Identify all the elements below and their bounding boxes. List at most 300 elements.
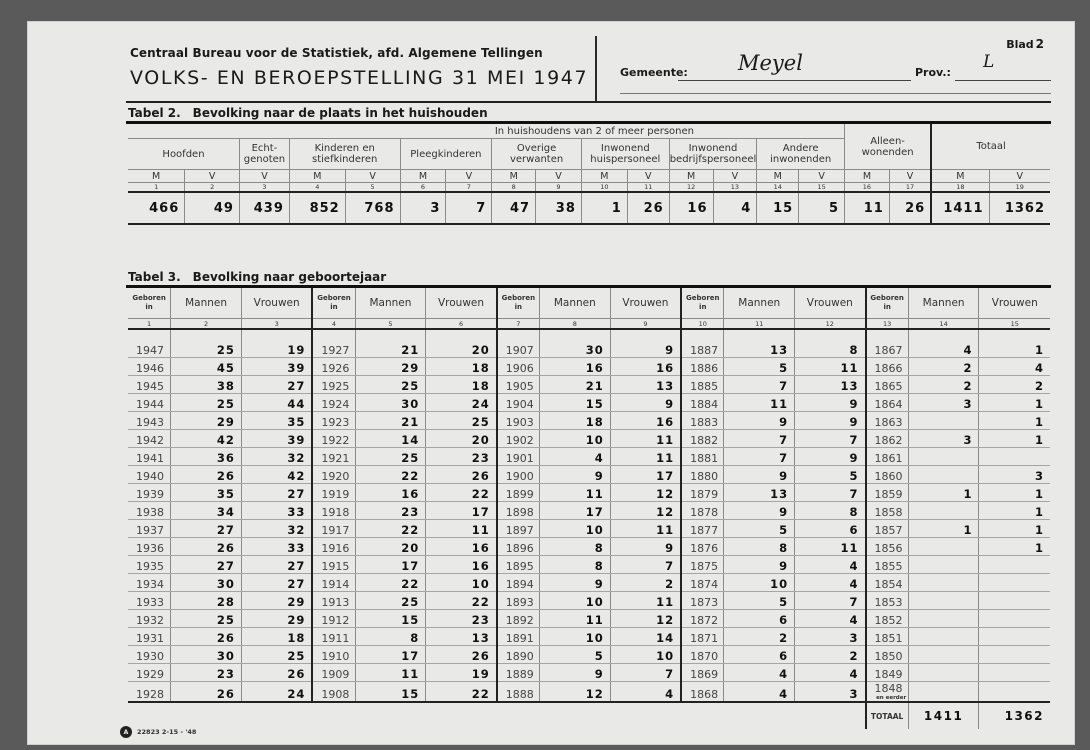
header-underline [620, 93, 1051, 94]
mannen-count: 30 [355, 394, 426, 412]
col-header-geboren-in: Geboren in [312, 288, 355, 319]
sex-label: V [627, 170, 669, 183]
vrouwen-count: 1 [979, 430, 1050, 448]
mannen-count: 17 [355, 646, 426, 664]
spacer-cell [979, 329, 1050, 340]
header-divider [595, 36, 597, 102]
vrouwen-count: 7 [795, 430, 866, 448]
sex-label: V [345, 170, 400, 183]
mannen-count: 2 [908, 376, 979, 394]
total-blank-cell [497, 702, 540, 729]
col-number: 10 [681, 319, 724, 330]
mannen-count: 27 [171, 520, 242, 538]
sex-label: V [239, 170, 289, 183]
birth-year-text: 1931 [136, 632, 164, 645]
vrouwen-count: 18 [426, 376, 497, 394]
birth-year [681, 520, 724, 538]
col-header-mannen: Mannen [355, 288, 426, 319]
vrouwen-count: 2 [795, 646, 866, 664]
birth-year-text: 1875 [690, 560, 719, 573]
birth-year-text: 1930 [136, 650, 164, 663]
birth-year [312, 682, 355, 703]
vrouwen-count: 11 [795, 538, 866, 556]
mannen-count [908, 664, 979, 682]
col-number: 5 [345, 183, 400, 193]
birth-year [497, 682, 540, 703]
birth-year-text: 1865 [874, 380, 903, 393]
tabel2-title [128, 106, 488, 120]
birth-year-text: 1933 [136, 596, 164, 609]
table-row [128, 484, 1050, 502]
col-number: 9 [610, 319, 681, 330]
col-number: 14 [908, 319, 979, 330]
birth-year [497, 466, 540, 484]
birth-year [497, 664, 540, 682]
mannen-count [908, 538, 979, 556]
mannen-count: 25 [171, 610, 242, 628]
mannen-count: 26 [171, 538, 242, 556]
vrouwen-count: 2 [610, 574, 681, 592]
birth-year-text: 1939 [136, 488, 164, 501]
mannen-count [908, 448, 979, 466]
vrouwen-count: 11 [610, 430, 681, 448]
mannen-count: 9 [724, 466, 795, 484]
birth-year-text: 1852 [874, 614, 903, 627]
tabel3-title [128, 270, 386, 284]
tabel3-number: Tabel 3. [128, 270, 181, 284]
total-blank-cell [724, 702, 795, 729]
birth-year-text: 1891 [505, 632, 534, 645]
vrouwen-count: 1 [979, 484, 1050, 502]
birth-year-text: 1849 [874, 668, 903, 681]
vrouwen-count: 33 [241, 502, 312, 520]
total-blank-cell [795, 702, 866, 729]
col-header-geboren-in: Geboren in [866, 288, 909, 319]
tabel3-total-row [128, 702, 1050, 729]
mannen-count: 10 [539, 628, 610, 646]
value-huispersoneel-v: 26 [627, 192, 669, 224]
mannen-count: 7 [724, 430, 795, 448]
col-number: 15 [799, 183, 845, 193]
birth-year [312, 466, 355, 484]
spacer-cell [128, 329, 171, 340]
table-row [128, 466, 1050, 484]
col-header-mannen: Mannen [908, 288, 979, 319]
table-row [128, 664, 1050, 682]
mannen-count: 14 [355, 430, 426, 448]
mannen-count: 25 [355, 448, 426, 466]
mannen-count: 15 [355, 682, 426, 703]
vrouwen-count: 39 [241, 430, 312, 448]
vrouwen-count [979, 610, 1050, 628]
col-number: 15 [979, 319, 1050, 330]
mannen-count [908, 628, 979, 646]
mannen-count: 3 [908, 430, 979, 448]
birth-year-text: 1908 [321, 688, 350, 701]
vrouwen-count: 35 [241, 412, 312, 430]
col-number: 10 [581, 183, 627, 193]
birth-year-text: 1923 [321, 416, 350, 429]
table-row [128, 412, 1050, 430]
birth-year [681, 340, 724, 358]
birth-year-text: 1868 [690, 688, 719, 701]
vrouwen-count: 3 [795, 628, 866, 646]
birth-year [312, 430, 355, 448]
mannen-count: 20 [355, 538, 426, 556]
table-row [128, 502, 1050, 520]
birth-year-text: 1894 [505, 578, 534, 591]
birth-year-text: 1895 [505, 560, 534, 573]
col-number: 12 [669, 183, 713, 193]
mannen-count: 29 [355, 358, 426, 376]
value-kinderen-m: 852 [289, 192, 345, 224]
print-code-text: 22823 2-15 - '48 [137, 728, 197, 736]
col-header-vrouwen: Vrouwen [795, 288, 866, 319]
vrouwen-count [979, 556, 1050, 574]
birth-year [128, 484, 171, 502]
spacer-cell [312, 329, 355, 340]
spacer-cell [539, 329, 610, 340]
vrouwen-count: 4 [979, 358, 1050, 376]
birth-year-text: 1934 [136, 578, 164, 591]
birth-year-text: 1874 [690, 578, 719, 591]
birth-year-text: 1913 [321, 596, 350, 609]
birth-year-text: 1858 [874, 506, 903, 519]
birth-year [128, 358, 171, 376]
birth-year [866, 448, 909, 466]
vrouwen-count: 1 [979, 502, 1050, 520]
birth-year-text: 1892 [505, 614, 534, 627]
birth-year-text: 1945 [136, 380, 164, 393]
col-number: 17 [889, 183, 931, 193]
vrouwen-count: 25 [426, 412, 497, 430]
vrouwen-count: 3 [795, 682, 866, 703]
mannen-count: 25 [171, 340, 242, 358]
mannen-count: 25 [355, 376, 426, 394]
birth-year [312, 358, 355, 376]
birth-year [681, 484, 724, 502]
total-blank-cell [312, 702, 355, 729]
birth-year [128, 628, 171, 646]
value-pleegkinderen-m: 3 [400, 192, 446, 224]
mannen-count: 2 [724, 628, 795, 646]
birth-year-text: 1854 [874, 578, 903, 591]
mannen-count: 12 [539, 682, 610, 703]
birth-year [497, 556, 540, 574]
vrouwen-count: 16 [426, 556, 497, 574]
birth-year [497, 340, 540, 358]
organization-name: Centraal Bureau voor de Statistiek, afd. Algemene Tellingen [130, 46, 543, 60]
birth-year-text: 1911 [321, 632, 350, 645]
birth-year-text: 1869 [690, 668, 719, 681]
birth-year [312, 556, 355, 574]
spacer-cell [908, 329, 979, 340]
table-row [128, 592, 1050, 610]
vrouwen-count: 11 [426, 520, 497, 538]
birth-year [866, 556, 909, 574]
mannen-count [908, 556, 979, 574]
birth-year [866, 538, 909, 556]
col-header-bedrijfspersoneel: Inwonend bedrijfspersoneel [669, 139, 757, 170]
tabel2-household [128, 124, 1050, 225]
sex-label: V [889, 170, 931, 183]
birth-year-text: 1878 [690, 506, 719, 519]
birth-year-text: 1937 [136, 524, 164, 537]
birth-year-text: 1862 [874, 434, 903, 447]
vrouwen-count: 7 [795, 592, 866, 610]
tabel2-number: Tabel 2. [128, 106, 181, 120]
birth-year [681, 430, 724, 448]
birth-year-text: 1907 [505, 344, 534, 357]
mannen-count: 9 [539, 664, 610, 682]
vrouwen-count: 6 [795, 520, 866, 538]
birth-year [128, 448, 171, 466]
birth-year-text: 1877 [690, 524, 719, 537]
vrouwen-count: 16 [610, 358, 681, 376]
sex-label: V [989, 170, 1050, 183]
birth-year-text: 1889 [505, 668, 534, 681]
tabel3-colnum-row [128, 319, 1050, 330]
vrouwen-count: 9 [610, 394, 681, 412]
mannen-count: 4 [724, 682, 795, 703]
tabel2-group-row [128, 124, 1050, 139]
table-row [128, 682, 1050, 703]
col-number: 3 [241, 319, 312, 330]
birth-year [681, 682, 724, 703]
birth-year-text: 1876 [690, 542, 719, 555]
col-number: 8 [492, 183, 536, 193]
birth-year [128, 340, 171, 358]
col-number: 9 [536, 183, 582, 193]
birth-year [128, 502, 171, 520]
vrouwen-count: 20 [426, 430, 497, 448]
birth-year [497, 538, 540, 556]
col-header-vrouwen: Vrouwen [610, 288, 681, 319]
spacer-cell [171, 329, 242, 340]
vrouwen-count: 27 [241, 574, 312, 592]
birth-year-text: 1853 [874, 596, 903, 609]
spacer-cell [355, 329, 426, 340]
birth-year-text: 1917 [321, 524, 350, 537]
col-header-geboren-in: Geboren in [681, 288, 724, 319]
birth-year [681, 592, 724, 610]
col-number: 6 [400, 183, 446, 193]
birth-year [128, 646, 171, 664]
birth-year-text: 1927 [321, 344, 350, 357]
birth-year [128, 538, 171, 556]
birth-year-text: 1926 [321, 362, 350, 375]
table-row [128, 610, 1050, 628]
table-row [128, 556, 1050, 574]
mannen-count: 38 [171, 376, 242, 394]
vrouwen-count: 32 [241, 448, 312, 466]
value-echtgenoten-v: 439 [239, 192, 289, 224]
birth-year [497, 430, 540, 448]
en-eerder-note: en eerder [876, 695, 907, 701]
birth-year-text: 1857 [874, 524, 903, 537]
vrouwen-count: 39 [241, 358, 312, 376]
total-blank-cell [171, 702, 242, 729]
vrouwen-count [979, 682, 1050, 703]
mannen-count: 8 [539, 556, 610, 574]
col-number: 4 [289, 183, 345, 193]
birth-year [497, 592, 540, 610]
table-row [128, 646, 1050, 664]
birth-year-text: 1910 [321, 650, 350, 663]
spacer-cell [795, 329, 866, 340]
sex-label: M [492, 170, 536, 183]
vrouwen-count: 9 [795, 412, 866, 430]
birth-year-text: 1887 [690, 344, 719, 357]
birth-year [128, 574, 171, 592]
vrouwen-count: 14 [610, 628, 681, 646]
mannen-count: 4 [724, 664, 795, 682]
census-form-sheet [28, 22, 1074, 744]
birth-year [681, 664, 724, 682]
birth-year [866, 376, 909, 394]
vrouwen-count: 13 [426, 628, 497, 646]
col-header-mannen: Mannen [171, 288, 242, 319]
birth-year [128, 376, 171, 394]
vrouwen-count: 11 [795, 358, 866, 376]
mannen-count: 10 [724, 574, 795, 592]
mannen-count: 21 [355, 340, 426, 358]
col-header-mannen: Mannen [724, 288, 795, 319]
blad-value: 2 [1035, 37, 1044, 51]
col-header-huispersoneel: Inwonend huispersoneel [581, 139, 669, 170]
birth-year [312, 394, 355, 412]
vrouwen-count: 33 [241, 538, 312, 556]
vrouwen-count: 12 [610, 610, 681, 628]
vrouwen-count: 16 [426, 538, 497, 556]
birth-year [866, 430, 909, 448]
col-header-echtgenoten: Echt-genoten [239, 139, 289, 170]
birth-year [128, 520, 171, 538]
birth-year-text: 1879 [690, 488, 719, 501]
vrouwen-count: 18 [241, 628, 312, 646]
birth-year [681, 610, 724, 628]
birth-year-text: 1919 [321, 488, 350, 501]
spacer-cell [497, 329, 540, 340]
birth-year-text: 1884 [690, 398, 719, 411]
mannen-count: 3 [908, 394, 979, 412]
mannen-count: 30 [539, 340, 610, 358]
birth-year [497, 520, 540, 538]
tabel2-sex-row [128, 170, 1050, 183]
col-number: 13 [713, 183, 757, 193]
birth-year-text: 1936 [136, 542, 164, 555]
mannen-count: 5 [724, 358, 795, 376]
value-hoofden-m: 466 [128, 192, 185, 224]
birth-year-text: 1860 [874, 470, 903, 483]
mannen-count: 11 [539, 484, 610, 502]
vrouwen-count [979, 664, 1050, 682]
sheet-number [1006, 37, 1044, 51]
print-code [120, 726, 196, 738]
mannen-count: 11 [724, 394, 795, 412]
col-header-alleenwonenden: Alleen-wonenden [845, 124, 932, 170]
total-blank-cell [355, 702, 426, 729]
col-number: 5 [355, 319, 426, 330]
birth-year [312, 646, 355, 664]
birth-year [866, 592, 909, 610]
birth-year-text: 1900 [505, 470, 534, 483]
col-number: 1 [128, 183, 185, 193]
vrouwen-count [979, 646, 1050, 664]
vrouwen-count: 12 [610, 484, 681, 502]
mannen-count: 11 [539, 610, 610, 628]
birth-year [128, 556, 171, 574]
vrouwen-count: 7 [610, 556, 681, 574]
birth-year-text: 1871 [690, 632, 719, 645]
birth-year [312, 340, 355, 358]
col-number: 11 [627, 183, 669, 193]
birth-year [681, 646, 724, 664]
vrouwen-count: 4 [795, 574, 866, 592]
mannen-count: 29 [171, 412, 242, 430]
vrouwen-count: 13 [610, 376, 681, 394]
province-line [955, 80, 1051, 81]
birth-year-text: 1893 [505, 596, 534, 609]
table-row [128, 394, 1050, 412]
birth-year-text: 1873 [690, 596, 719, 609]
vrouwen-count: 5 [795, 466, 866, 484]
vrouwen-count: 2 [979, 376, 1050, 394]
birth-year [497, 412, 540, 430]
gemeente-line [678, 80, 911, 81]
birth-year [681, 574, 724, 592]
birth-year [681, 556, 724, 574]
birth-year-text: 1866 [874, 362, 903, 375]
col-number: 12 [795, 319, 866, 330]
table-row [128, 358, 1050, 376]
mannen-count: 13 [724, 340, 795, 358]
birth-year [312, 520, 355, 538]
mannen-count: 25 [355, 592, 426, 610]
mannen-count: 45 [171, 358, 242, 376]
mannen-count: 4 [908, 340, 979, 358]
vrouwen-count: 42 [241, 466, 312, 484]
birth-year-text: 1882 [690, 434, 719, 447]
birth-year-text: 1890 [505, 650, 534, 663]
birth-year-text: 1928 [136, 688, 164, 701]
birth-year-text: 1935 [136, 560, 164, 573]
mannen-count: 30 [171, 646, 242, 664]
mannen-count: 6 [724, 610, 795, 628]
col-header-andere-inwonenden: Andere inwonenden [757, 139, 845, 170]
birth-year-text: 1880 [690, 470, 719, 483]
birth-year-text: 1906 [505, 362, 534, 375]
birth-year [128, 394, 171, 412]
mannen-count: 23 [355, 502, 426, 520]
vrouwen-count: 9 [610, 340, 681, 358]
mannen-count: 15 [539, 394, 610, 412]
tabel2-colnum-row [128, 183, 1050, 193]
birth-year [866, 412, 909, 430]
mannen-count: 1 [908, 484, 979, 502]
value-alleenwonenden-m: 11 [845, 192, 890, 224]
birth-year [681, 358, 724, 376]
mannen-count: 21 [539, 376, 610, 394]
value-bedrijfspersoneel-v: 4 [713, 192, 757, 224]
province-label: Prov.: [915, 66, 951, 79]
col-number: 11 [724, 319, 795, 330]
col-header-geboren-in: Geboren in [128, 288, 171, 319]
birth-year-text: 1851 [874, 632, 903, 645]
birth-year-text: 1850 [874, 650, 903, 663]
vrouwen-count: 11 [610, 448, 681, 466]
col-header-vrouwen: Vrouwen [979, 288, 1050, 319]
